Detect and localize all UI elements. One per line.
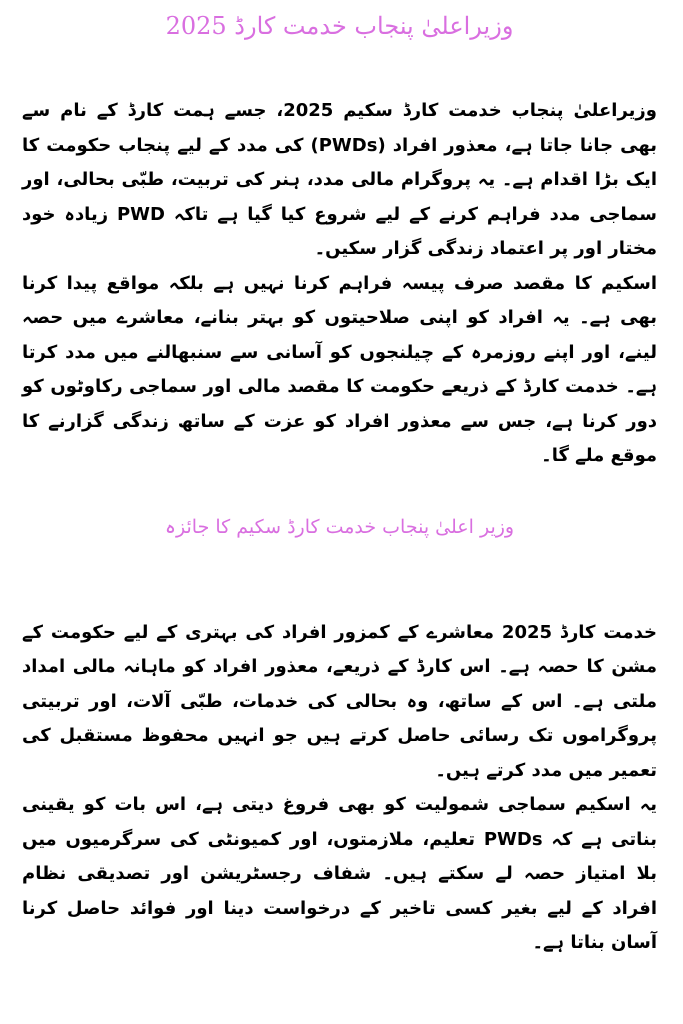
intro-paragraph-2: اسکیم کا مقصد صرف پیسہ فراہم کرنا نہیں ہے بلکہ مواقع پیدا کرنا بھی ہے۔ یہ افراد کو اپنی صلاحیتوں کو بہتر بنانے، معاشرے میں حصہ لینے، اور اپنے روزمرہ کے چیلنجوں کو آسانی سے سنبھالنے میں مدد کرتا ہے۔ خدمت کارڈ کے ذریعے حکومت کا مقصد مالی اور سماجی رکاوٹوں کو دور کرنا ہے، جس سے معذور افراد کو عزت کے ساتھ زندگی گزارنے کا موقع ملے گا۔ [22, 272, 657, 466]
intro-paragraph-1: وزیراعلیٰ پنجاب خدمت کارڈ سکیم 2025، جسے ہمت کارڈ کے نام سے بھی جانا جاتا ہے، معذور افراد (PWDs) کی مدد کے لیے پنجاب حکومت کا ایک بڑا اقدام ہے۔ یہ پروگرام مالی مدد، ہنر کی تربیت، طبّی بحالی، اور سماجی مدد فراہم کرنے کے لیے شروع کیا گیا ہے تاکہ PWD زیادہ خود مختار اور پر اعتماد زندگی گزار سکیں۔ [22, 100, 658, 259]
page-title: وزیراعلیٰ پنجاب خدمت کارڈ 2025 [165, 12, 514, 40]
overview-paragraph-1: خدمت کارڈ 2025 معاشرے کے کمزور افراد کی بہتری کے لیے حکومت کے مشن کا حصہ ہے۔ اس کارڈ کے ذریعے، معذور افراد کو ماہانہ مالی امداد ملتی ہے۔ اس کے ساتھ، وہ بحالی کی خدمات، طبّی آلات، اور تربیتی پروگراموں تک رسائی حاصل کرتے ہیں جو انہیں محفوظ مستقبل کی تعمیر میں مدد کرتے ہیں۔ [22, 621, 657, 781]
section-heading-overview: وزیر اعلیٰ پنجاب خدمت کارڈ سکیم کا جائزہ [164, 515, 515, 538]
overview-paragraph-2: یہ اسکیم سماجی شمولیت کو بھی فروغ دیتی ہے، اس بات کو یقینی بناتی ہے کہ PWDs تعلیم، ملازمتوں، اور کمیونٹی کی سرگرمیوں میں بلا امتیاز حصہ لے سکتے ہیں۔ شفاف رجسٹریشن اور تصدیقی نظام افراد کے لیے بغیر کسی تاخیر کے درخواست دینا اور فوائد حاصل کرنا آسان بناتا ہے۔ [22, 794, 657, 953]
overview-section [22, 616, 657, 961]
intro-section [22, 94, 657, 474]
